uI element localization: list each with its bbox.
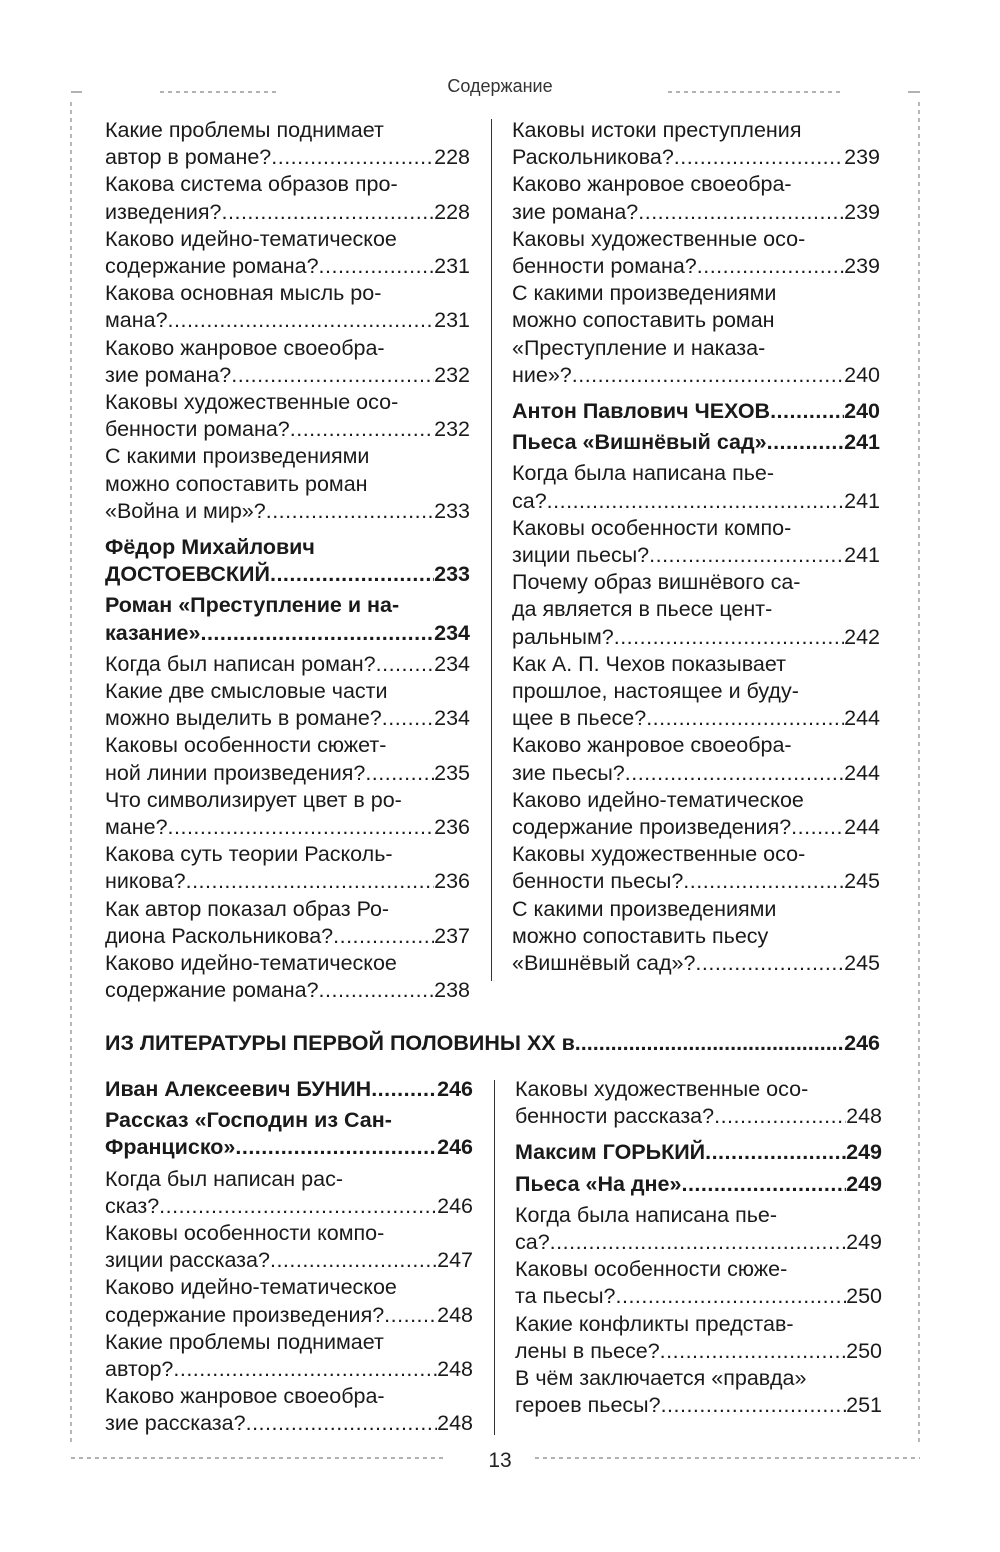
toc-entry[interactable]: Каковы художественные осо- бенности пьесы? ..... 245 <box>512 841 880 895</box>
toc-entry[interactable]: С какими произведениями можно сопоставить роман «Преступление и наказа- ние»? ..... 240 <box>512 280 880 389</box>
toc-entry[interactable]: Как автор показал образ Ро- диона Раскольникова? ..... 237 <box>105 896 470 950</box>
toc-column-bottom-left <box>105 1076 473 1438</box>
toc-entry[interactable]: Каковы особенности сюже- та пьесы? ..... 250 <box>515 1256 882 1310</box>
toc-work-heading[interactable]: Пьеса «Вишнёвый сад» ..... 241 <box>512 429 880 456</box>
toc-column-top-right <box>512 117 880 977</box>
toc-entry[interactable]: Почему образ вишнёвого са- да является в пьесе цент- ральным? ..... 242 <box>512 569 880 651</box>
toc-entry[interactable]: Каково жанровое своеобра- зие рассказа? ..... 248 <box>105 1383 473 1437</box>
toc-entry[interactable]: Каково идейно-тематическое содержание романа? ..... 231 <box>105 226 470 280</box>
toc-entry[interactable]: Какова суть теории Расколь- никова? ..... 236 <box>105 841 470 895</box>
toc-section-heading[interactable]: ИЗ ЛИТЕРАТУРЫ ПЕРВОЙ ПОЛОВИНЫ XX в. ..... 246 <box>105 1030 880 1057</box>
toc-entry[interactable]: Каково идейно-тематическое содержание произведения? ..... 248 <box>105 1274 473 1328</box>
toc-entry[interactable]: Каковы художественные осо- бенности романа? ..... 232 <box>105 389 470 443</box>
toc-entry[interactable]: Когда была написана пье- са? ..... 241 <box>512 460 880 514</box>
toc-entry[interactable]: Каково жанровое своеобра- зие романа? ..... 232 <box>105 335 470 389</box>
toc-entry[interactable]: Что символизирует цвет в ро- мане? ..... 236 <box>105 787 470 841</box>
toc-entry[interactable]: Каковы особенности сюжет- ной линии произведения? ..... 235 <box>105 732 470 786</box>
toc-entry[interactable]: Каковы художественные осо- бенности романа? ..... 239 <box>512 226 880 280</box>
toc-entry[interactable]: В чём заключается «правда» героев пьесы? ..... 251 <box>515 1365 882 1419</box>
toc-entry[interactable]: Какие проблемы поднимает автор? ..... 248 <box>105 1329 473 1383</box>
toc-entry[interactable]: Какие проблемы поднимает автор в романе? ..... 228 <box>105 117 470 171</box>
toc-entry[interactable]: Какова основная мысль ро- мана? ..... 231 <box>105 280 470 334</box>
toc-entry[interactable]: Какова система образов про- изведения? ..... 228 <box>105 171 470 225</box>
toc-entry[interactable]: Каково жанровое своеобра- зие пьесы? ..... 244 <box>512 732 880 786</box>
toc-entry[interactable]: Каковы особенности компо- зиции рассказа? ..... 247 <box>105 1220 473 1274</box>
toc-entry[interactable]: Каково идейно-тематическое содержание романа? ..... 238 <box>105 950 470 1004</box>
toc-author-heading[interactable]: Фёдор Михайлович ДОСТОЕВСКИЙ ..... 233 <box>105 534 470 588</box>
toc-entry[interactable]: Каковы художественные осо- бенности рассказа? ..... 248 <box>515 1076 882 1130</box>
toc-entry[interactable]: С какими произведениями можно сопоставить пьесу «Вишнёвый сад»? ..... 245 <box>512 896 880 978</box>
page-number: 13 <box>488 1449 512 1472</box>
toc-entry[interactable]: Каковы особенности компо- зиции пьесы? ..... 241 <box>512 515 880 569</box>
toc-entry[interactable]: Каково жанровое своеобра- зие романа? ..... 239 <box>512 171 880 225</box>
toc-entry[interactable]: Как А. П. Чехов показывает прошлое, настоящее и буду- щее в пьесе? ..... 244 <box>512 651 880 733</box>
toc-entry[interactable]: С какими произведениями можно сопоставить роман «Война и мир»? ..... 233 <box>105 443 470 525</box>
toc-author-heading[interactable]: Иван Алексеевич БУНИН ..... 246 <box>105 1076 473 1103</box>
toc-column-bottom-right <box>515 1076 882 1419</box>
toc-author-heading[interactable]: Антон Павлович ЧЕХОВ ..... 240 <box>512 398 880 425</box>
running-head: Содержание <box>447 76 553 96</box>
toc-work-heading[interactable]: Пьеса «На дне» ..... 249 <box>515 1171 882 1198</box>
toc-entry[interactable]: Когда был написан роман? ..... 234 <box>105 651 470 678</box>
toc-entry[interactable]: Какие две смысловые части можно выделить в романе? ..... 234 <box>105 678 470 732</box>
toc-author-heading[interactable]: Максим ГОРЬКИЙ ..... 249 <box>515 1139 882 1166</box>
toc-column-top-left <box>105 117 470 1005</box>
toc-entry[interactable]: Каковы истоки преступления Раскольникова? ..... 239 <box>512 117 880 171</box>
toc-work-heading[interactable]: Рассказ «Господин из Сан- Франциско» ..... 246 <box>105 1107 473 1161</box>
toc-entry[interactable]: Какие конфликты представ- лены в пьесе? ..... 250 <box>515 1311 882 1365</box>
column-divider-top <box>491 119 492 981</box>
toc-entry[interactable]: Каково идейно-тематическое содержание произведения? ..... 244 <box>512 787 880 841</box>
column-divider-bottom <box>494 1080 495 1435</box>
toc-entry[interactable]: Когда был написан рас- сказ? ..... 246 <box>105 1166 473 1220</box>
toc-entry[interactable]: Когда была написана пье- са? ..... 249 <box>515 1202 882 1256</box>
toc-work-heading[interactable]: Роман «Преступление и на- казание» ..... 234 <box>105 592 470 646</box>
